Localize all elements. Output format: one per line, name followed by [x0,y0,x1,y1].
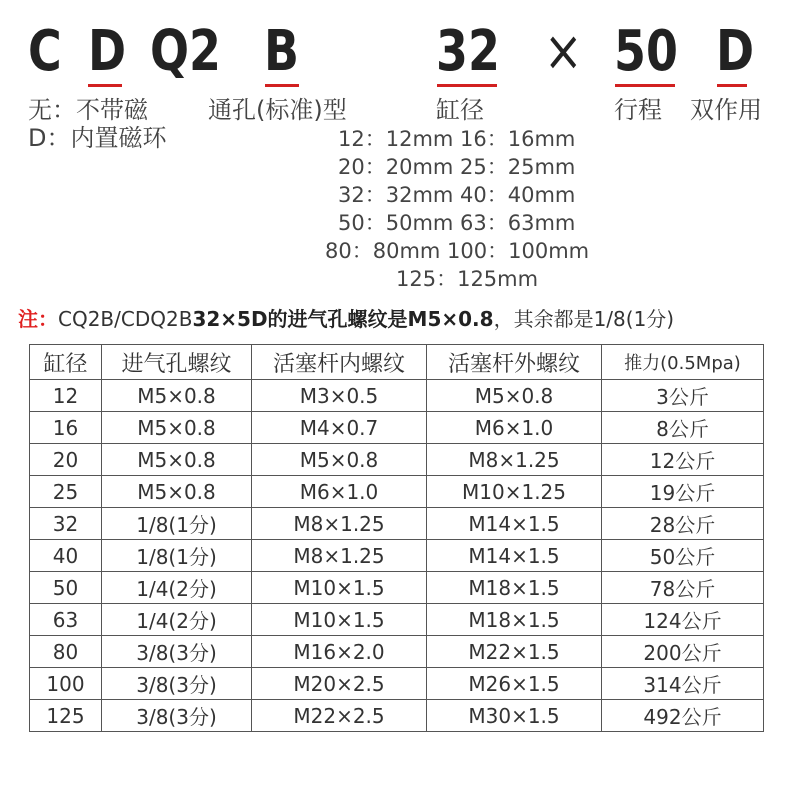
cell-rod-outer-thread: M22×1.5 [427,636,602,668]
cell-rod-outer-thread: M10×1.25 [427,476,602,508]
code-prefix: C [28,19,62,84]
cell-port-thread: M5×0.8 [102,476,252,508]
bore-desc: 缸径 [436,96,484,124]
table-row [30,540,764,572]
code-magnet: D [88,19,127,84]
table-row [30,508,764,540]
code-bore: 32 [436,19,500,84]
cell-bore: 125 [30,700,102,732]
cell-port-thread: M5×0.8 [102,380,252,412]
cell-rod-inner-thread: M20×2.5 [252,668,427,700]
code-series: Q2 [150,19,221,84]
magnet-d-desc: D：内置磁环 [28,124,167,152]
cell-thrust: 19公斤 [602,476,764,508]
table-row [30,636,764,668]
cell-rod-outer-thread: M5×0.8 [427,380,602,412]
header-thrust: 推力(0.5Mpa) [602,345,764,380]
stroke-desc: 行程 [614,96,662,124]
bore-option: 32：32mm 40：40mm [338,183,576,207]
cell-thrust: 200公斤 [602,636,764,668]
bore-option: 12：12mm 16：16mm [338,127,576,151]
cell-port-thread: 1/4(2分) [102,604,252,636]
cell-port-thread: 1/8(1分) [102,508,252,540]
note-text-models: CQ2B/CDQ2B [58,307,193,331]
table-row [30,476,764,508]
cell-rod-inner-thread: M22×2.5 [252,700,427,732]
code-mount: B [264,19,300,84]
cell-rod-inner-thread: M16×2.0 [252,636,427,668]
cell-rod-outer-thread: M26×1.5 [427,668,602,700]
bore-underline [437,84,497,87]
table-header-row [30,345,764,380]
header-rod-outer-thread: 活塞杆外螺纹 [427,345,602,380]
cell-port-thread: 1/8(1分) [102,540,252,572]
action-underline [717,84,747,87]
mount-desc: 通孔(标准)型 [208,96,347,124]
cell-port-thread: 3/8(3分) [102,668,252,700]
stroke-underline [615,84,675,87]
cell-bore: 16 [30,412,102,444]
cell-rod-inner-thread: M8×1.25 [252,508,427,540]
cell-rod-outer-thread: M6×1.0 [427,412,602,444]
cell-bore: 12 [30,380,102,412]
table-row [30,380,764,412]
cell-rod-outer-thread: M8×1.25 [427,444,602,476]
table-row [30,700,764,732]
cell-rod-outer-thread: M14×1.5 [427,540,602,572]
magnet-underline [88,84,122,87]
note-text-emphasis: 32×5D的进气孔螺纹是M5×0.8 [192,307,494,331]
cell-rod-inner-thread: M10×1.5 [252,572,427,604]
bore-option: 20：20mm 25：25mm [338,155,576,179]
magnet-none-desc: 无：不带磁 [28,96,148,124]
bore-option: 50：50mm 63：63mm [338,211,576,235]
cell-thrust: 314公斤 [602,668,764,700]
cell-rod-outer-thread: M18×1.5 [427,572,602,604]
cell-rod-inner-thread: M6×1.0 [252,476,427,508]
cell-thrust: 8公斤 [602,412,764,444]
spec-table [29,344,764,732]
cell-rod-inner-thread: M5×0.8 [252,444,427,476]
bore-option: 80：80mm 100：100mm [325,239,590,263]
cell-bore: 20 [30,444,102,476]
cell-rod-inner-thread: M10×1.5 [252,604,427,636]
cell-bore: 100 [30,668,102,700]
code-action: D [716,19,755,84]
cell-rod-inner-thread: M4×0.7 [252,412,427,444]
cell-port-thread: M5×0.8 [102,444,252,476]
cell-rod-outer-thread: M30×1.5 [427,700,602,732]
note-text-rest: ，其余都是1/8(1分) [493,307,675,331]
cell-rod-inner-thread: M8×1.25 [252,540,427,572]
cell-thrust: 3公斤 [602,380,764,412]
cell-thrust: 124公斤 [602,604,764,636]
cell-port-thread: 1/4(2分) [102,572,252,604]
cell-rod-outer-thread: M14×1.5 [427,508,602,540]
note-label: 注： [18,307,58,331]
cell-bore: 80 [30,636,102,668]
cell-rod-inner-thread: M3×0.5 [252,380,427,412]
cell-port-thread: 3/8(3分) [102,700,252,732]
cell-bore: 63 [30,604,102,636]
table-row [30,668,764,700]
cell-thrust: 492公斤 [602,700,764,732]
cell-port-thread: 3/8(3分) [102,636,252,668]
cell-port-thread: M5×0.8 [102,412,252,444]
cell-thrust: 12公斤 [602,444,764,476]
table-row [30,412,764,444]
cell-bore: 32 [30,508,102,540]
table-row [30,444,764,476]
code-stroke: 50 [614,19,678,84]
table-row [30,604,764,636]
cell-thrust: 50公斤 [602,540,764,572]
header-bore: 缸径 [30,345,102,380]
cell-thrust: 78公斤 [602,572,764,604]
cell-bore: 40 [30,540,102,572]
header-port-thread: 进气孔螺纹 [102,345,252,380]
bore-option: 125：125mm [396,267,539,291]
cell-bore: 50 [30,572,102,604]
table-row [30,572,764,604]
code-times: × [544,19,583,84]
note-line [18,306,674,332]
cell-rod-outer-thread: M18×1.5 [427,604,602,636]
mount-underline [265,84,299,87]
cell-thrust: 28公斤 [602,508,764,540]
action-desc: 双作用 [690,96,762,124]
cell-bore: 25 [30,476,102,508]
header-rod-inner-thread: 活塞杆内螺纹 [252,345,427,380]
